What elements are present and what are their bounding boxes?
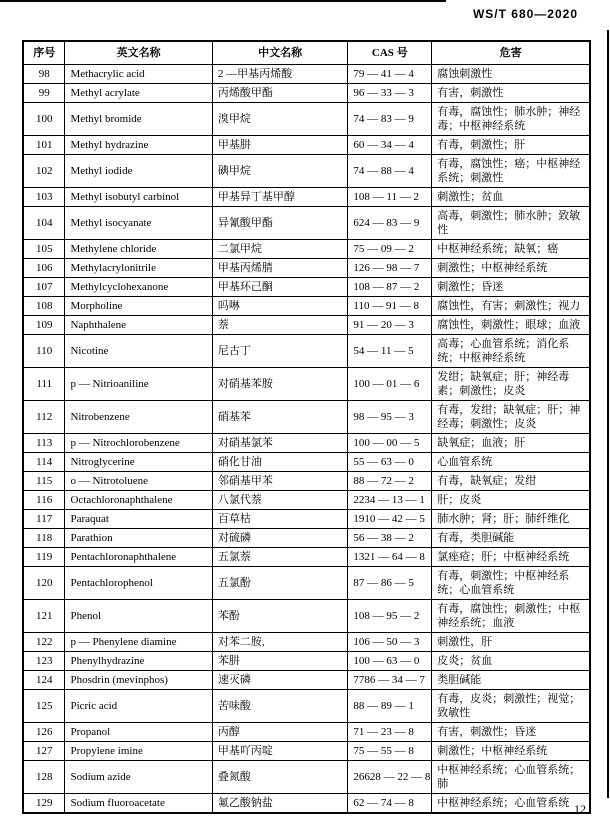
- table-row: [23, 401, 590, 434]
- cas-number-cell: 624 — 83 — 9: [348, 207, 432, 240]
- serial-number-cell: 108: [23, 297, 65, 316]
- english-name-cell: Methyl hydrazine: [65, 136, 212, 155]
- chinese-name-cell: 甲基异丁基甲醇: [212, 188, 348, 207]
- chinese-name-cell: 邻硝基甲苯: [212, 472, 348, 491]
- hazard-cell: 类胆碱能: [432, 671, 590, 690]
- hazard-cell: 腐蚀性，刺激性；眼球；血液: [432, 316, 590, 335]
- table-row: [23, 548, 590, 567]
- english-name-cell: Pentachlorophenol: [65, 567, 212, 600]
- serial-number-cell: 126: [23, 723, 65, 742]
- cas-number-cell: 56 — 38 — 2: [348, 529, 432, 548]
- table-row: [23, 316, 590, 335]
- serial-number-cell: 120: [23, 567, 65, 600]
- table-row: [23, 794, 590, 814]
- chinese-name-cell: 八氯代萘: [212, 491, 348, 510]
- english-name-cell: Methyl acrylate: [65, 84, 212, 103]
- english-name-cell: Pentachloronaphthalene: [65, 548, 212, 567]
- hazard-cell: 中枢神经系统；心血管系统: [432, 794, 590, 814]
- chinese-name-cell: 五氯酚: [212, 567, 348, 600]
- chinese-name-cell: 对硫磷: [212, 529, 348, 548]
- serial-number-cell: 115: [23, 472, 65, 491]
- cas-number-cell: 100 — 63 — 0: [348, 652, 432, 671]
- english-name-cell: p — Phenylene diamine: [65, 633, 212, 652]
- english-name-cell: Propylene imine: [65, 742, 212, 761]
- cas-number-cell: 108 — 87 — 2: [348, 278, 432, 297]
- english-name-cell: Nitrobenzene: [65, 401, 212, 434]
- table-row: [23, 259, 590, 278]
- chinese-name-cell: 对硝基苯胺: [212, 368, 348, 401]
- table-row: [23, 84, 590, 103]
- english-name-cell: Phenylhydrazine: [65, 652, 212, 671]
- hazard-cell: 有毒，腐蚀性；刺激性；中枢神经系统；血液: [432, 600, 590, 633]
- hazard-cell: 有毒，腐蚀性；癌；中枢神经系统；刺激性: [432, 155, 590, 188]
- hazard-cell: 有害，刺激性: [432, 84, 590, 103]
- english-name-cell: Nitroglycerine: [65, 453, 212, 472]
- table-row: [23, 136, 590, 155]
- english-name-cell: Morpholine: [65, 297, 212, 316]
- table-row: [23, 278, 590, 297]
- serial-number-cell: 100: [23, 103, 65, 136]
- english-name-cell: Methyl bromide: [65, 103, 212, 136]
- page-edge-artifact-top: [0, 0, 446, 2]
- hazard-cell: 刺激性；昏迷: [432, 278, 590, 297]
- chinese-name-cell: 萘: [212, 316, 348, 335]
- hazard-cell: 有毒，发绀；缺氧症；肝；神经毒；刺激性；皮炎: [432, 401, 590, 434]
- table-row: [23, 368, 590, 401]
- serial-number-cell: 101: [23, 136, 65, 155]
- doc-number: WS/T 680—2020: [472, 7, 578, 21]
- chinese-name-cell: 硝化甘油: [212, 453, 348, 472]
- chinese-name-cell: 苦味酸: [212, 690, 348, 723]
- cas-number-cell: 75 — 55 — 8: [348, 742, 432, 761]
- hazard-cell: 腐蚀性，有害；刺激性；视力: [432, 297, 590, 316]
- table-row: [23, 240, 590, 259]
- table-row: [23, 529, 590, 548]
- cas-number-cell: 26628 — 22 — 8: [348, 761, 432, 794]
- hazard-cell: 中枢神经系统；缺氧；癌: [432, 240, 590, 259]
- english-name-cell: Naphthalene: [65, 316, 212, 335]
- serial-number-cell: 118: [23, 529, 65, 548]
- chinese-name-cell: 百草枯: [212, 510, 348, 529]
- table-row: [23, 633, 590, 652]
- serial-number-cell: 98: [23, 65, 65, 84]
- hazard-cell: 高毒，刺激性；肺水肿；致敏性: [432, 207, 590, 240]
- page-number: 12: [574, 802, 586, 816]
- table-row: [23, 761, 590, 794]
- serial-number-cell: 123: [23, 652, 65, 671]
- hazard-cell: 刺激性；中枢神经系统: [432, 259, 590, 278]
- serial-number-cell: 128: [23, 761, 65, 794]
- chinese-name-cell: 丙醇: [212, 723, 348, 742]
- cas-number-cell: 1910 — 42 — 5: [348, 510, 432, 529]
- hazard-cell: 中枢神经系统；心血管系统；肺: [432, 761, 590, 794]
- cas-number-cell: 62 — 74 — 8: [348, 794, 432, 814]
- header-chinese-name: 中文名称: [212, 41, 348, 65]
- english-name-cell: Propanol: [65, 723, 212, 742]
- english-name-cell: Nicotine: [65, 335, 212, 368]
- chinese-name-cell: 硝基苯: [212, 401, 348, 434]
- header-serial-number: 序号: [23, 41, 65, 65]
- english-name-cell: Methyl isocyanate: [65, 207, 212, 240]
- chinese-name-cell: 异氰酸甲酯: [212, 207, 348, 240]
- table-row: [23, 567, 590, 600]
- english-name-cell: Methylene chloride: [65, 240, 212, 259]
- english-name-cell: Methacrylic acid: [65, 65, 212, 84]
- cas-number-cell: 106 — 50 — 3: [348, 633, 432, 652]
- hazard-cell: 氯痤疮；肝；中枢神经系统: [432, 548, 590, 567]
- chinese-name-cell: 二氯甲烷: [212, 240, 348, 259]
- english-name-cell: o — Nitrotoluene: [65, 472, 212, 491]
- header-hazard: 危害: [432, 41, 590, 65]
- cas-number-cell: 74 — 83 — 9: [348, 103, 432, 136]
- hazard-cell: 刺激性，肝: [432, 633, 590, 652]
- serial-number-cell: 99: [23, 84, 65, 103]
- english-name-cell: Sodium fluoroacetate: [65, 794, 212, 814]
- chinese-name-cell: 氟乙酸钠盐: [212, 794, 348, 814]
- serial-number-cell: 106: [23, 259, 65, 278]
- cas-number-cell: 75 — 09 — 2: [348, 240, 432, 259]
- chinese-name-cell: 尼古丁: [212, 335, 348, 368]
- hazard-table: [22, 40, 591, 814]
- hazard-cell: 有毒，腐蚀性；肺水肿；神经毒；中枢神经系统: [432, 103, 590, 136]
- chinese-name-cell: 2 —甲基丙烯酸: [212, 65, 348, 84]
- serial-number-cell: 103: [23, 188, 65, 207]
- cas-number-cell: 100 — 00 — 5: [348, 434, 432, 453]
- cas-number-cell: 88 — 89 — 1: [348, 690, 432, 723]
- serial-number-cell: 117: [23, 510, 65, 529]
- cas-number-cell: 1321 — 64 — 8: [348, 548, 432, 567]
- hazard-cell: 缺氧症；血液；肝: [432, 434, 590, 453]
- serial-number-cell: 122: [23, 633, 65, 652]
- english-name-cell: Sodium azide: [65, 761, 212, 794]
- english-name-cell: p — Nitrioaniline: [65, 368, 212, 401]
- english-name-cell: Phosdrin (mevinphos): [65, 671, 212, 690]
- cas-number-cell: 60 — 34 — 4: [348, 136, 432, 155]
- serial-number-cell: 105: [23, 240, 65, 259]
- hazard-cell: 腐蚀刺激性: [432, 65, 590, 84]
- cas-number-cell: 7786 — 34 — 7: [348, 671, 432, 690]
- table-row: [23, 690, 590, 723]
- english-name-cell: p — Nitrochlorobenzene: [65, 434, 212, 453]
- table-row: [23, 335, 590, 368]
- hazard-cell: 刺激性；中枢神经系统: [432, 742, 590, 761]
- cas-number-cell: 74 — 88 — 4: [348, 155, 432, 188]
- table-row: [23, 103, 590, 136]
- table-row: [23, 600, 590, 633]
- chinese-name-cell: 苯酚: [212, 600, 348, 633]
- english-name-cell: Octachloronaphthalene: [65, 491, 212, 510]
- english-name-cell: Parathion: [65, 529, 212, 548]
- cas-number-cell: 98 — 95 — 3: [348, 401, 432, 434]
- hazard-cell: 有毒，类胆碱能: [432, 529, 590, 548]
- hazard-cell: 有毒，刺激性；中枢神经系统；心血管系统: [432, 567, 590, 600]
- english-name-cell: Methyl isobutyl carbinol: [65, 188, 212, 207]
- hazard-cell: 发绀；缺氧症；肝；神经毒素；刺激性；皮炎: [432, 368, 590, 401]
- table-header-row: [23, 41, 590, 65]
- chinese-name-cell: 甲基环己酮: [212, 278, 348, 297]
- serial-number-cell: 111: [23, 368, 65, 401]
- cas-number-cell: 2234 — 13 — 1: [348, 491, 432, 510]
- hazard-cell: 有害，刺激性；昏迷: [432, 723, 590, 742]
- serial-number-cell: 124: [23, 671, 65, 690]
- hazard-cell: 刺激性；贫血: [432, 188, 590, 207]
- chinese-name-cell: 对硝基氯苯: [212, 434, 348, 453]
- cas-number-cell: 71 — 23 — 8: [348, 723, 432, 742]
- cas-number-cell: 96 — 33 — 3: [348, 84, 432, 103]
- hazard-cell: 有毒，刺激性；肝: [432, 136, 590, 155]
- cas-number-cell: 126 — 98 — 7: [348, 259, 432, 278]
- cas-number-cell: 87 — 86 — 5: [348, 567, 432, 600]
- table-row: [23, 491, 590, 510]
- hazard-cell: 高毒；心血管系统；消化系统；中枢神经系统: [432, 335, 590, 368]
- serial-number-cell: 109: [23, 316, 65, 335]
- hazard-cell: 心血管系统: [432, 453, 590, 472]
- english-name-cell: Methylcyclohexanone: [65, 278, 212, 297]
- table-row: [23, 742, 590, 761]
- chinese-name-cell: 叠氮酸: [212, 761, 348, 794]
- cas-number-cell: 55 — 63 — 0: [348, 453, 432, 472]
- chinese-name-cell: 丙烯酸甲酯: [212, 84, 348, 103]
- page-edge-artifact-right: [607, 30, 609, 798]
- chinese-name-cell: 甲基肼: [212, 136, 348, 155]
- table-row: [23, 297, 590, 316]
- english-name-cell: Paraquat: [65, 510, 212, 529]
- chinese-name-cell: 溴甲烷: [212, 103, 348, 136]
- serial-number-cell: 104: [23, 207, 65, 240]
- chinese-name-cell: 吗啉: [212, 297, 348, 316]
- hazard-cell: 皮炎；贫血: [432, 652, 590, 671]
- hazard-cell: 肝；皮炎: [432, 491, 590, 510]
- table-row: [23, 652, 590, 671]
- serial-number-cell: 113: [23, 434, 65, 453]
- cas-number-cell: 108 — 11 — 2: [348, 188, 432, 207]
- serial-number-cell: 112: [23, 401, 65, 434]
- serial-number-cell: 110: [23, 335, 65, 368]
- table-row: [23, 434, 590, 453]
- table-row: [23, 671, 590, 690]
- hazard-cell: 有毒，缺氧症；发绀: [432, 472, 590, 491]
- table-row: [23, 472, 590, 491]
- english-name-cell: Phenol: [65, 600, 212, 633]
- chinese-name-cell: 对苯二胺,: [212, 633, 348, 652]
- table-row: [23, 155, 590, 188]
- chinese-name-cell: 甲基丙烯腈: [212, 259, 348, 278]
- chinese-name-cell: 苯肼: [212, 652, 348, 671]
- table-row: [23, 188, 590, 207]
- serial-number-cell: 107: [23, 278, 65, 297]
- table-row: [23, 65, 590, 84]
- cas-number-cell: 79 — 41 — 4: [348, 65, 432, 84]
- serial-number-cell: 125: [23, 690, 65, 723]
- cas-number-cell: 108 — 95 — 2: [348, 600, 432, 633]
- header-english-name: 英文名称: [65, 41, 212, 65]
- hazard-cell: 肺水肿；肾；肝；肺纤维化: [432, 510, 590, 529]
- serial-number-cell: 127: [23, 742, 65, 761]
- english-name-cell: Methylacrylonitrile: [65, 259, 212, 278]
- chinese-name-cell: 碘甲烷: [212, 155, 348, 188]
- chinese-name-cell: 五氯萘: [212, 548, 348, 567]
- cas-number-cell: 100 — 01 — 6: [348, 368, 432, 401]
- table-row: [23, 723, 590, 742]
- serial-number-cell: 102: [23, 155, 65, 188]
- cas-number-cell: 91 — 20 — 3: [348, 316, 432, 335]
- table-row: [23, 510, 590, 529]
- english-name-cell: Picric acid: [65, 690, 212, 723]
- chinese-name-cell: 甲基吖丙啶: [212, 742, 348, 761]
- header-cas-number: CAS 号: [348, 41, 432, 65]
- serial-number-cell: 121: [23, 600, 65, 633]
- table-body: [23, 65, 590, 814]
- table-row: [23, 453, 590, 472]
- serial-number-cell: 116: [23, 491, 65, 510]
- cas-number-cell: 110 — 91 — 8: [348, 297, 432, 316]
- hazard-cell: 有毒，皮炎；刺激性；视觉；致敏性: [432, 690, 590, 723]
- serial-number-cell: 129: [23, 794, 65, 814]
- cas-number-cell: 88 — 72 — 2: [348, 472, 432, 491]
- chinese-name-cell: 速灭磷: [212, 671, 348, 690]
- cas-number-cell: 54 — 11 — 5: [348, 335, 432, 368]
- english-name-cell: Methyl iodide: [65, 155, 212, 188]
- serial-number-cell: 119: [23, 548, 65, 567]
- serial-number-cell: 114: [23, 453, 65, 472]
- table-row: [23, 207, 590, 240]
